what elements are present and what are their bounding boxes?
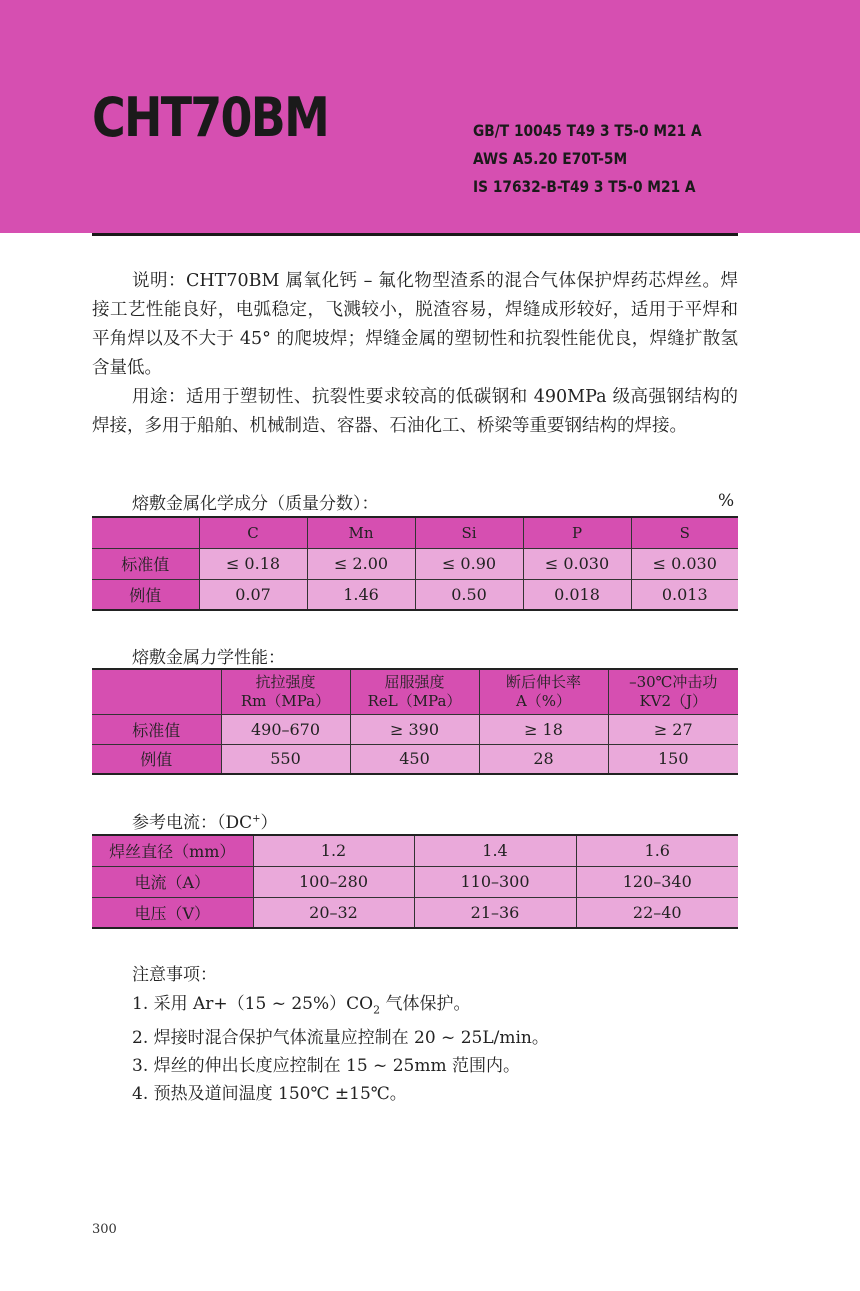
chem-cell: 0.50	[415, 579, 523, 610]
chem-cell: ≤ 0.030	[523, 548, 631, 579]
chem-header-p: P	[523, 517, 631, 548]
mech-cell: ≥ 27	[608, 714, 738, 744]
chem-unit: %	[718, 491, 735, 511]
chem-header-c: C	[199, 517, 307, 548]
current-cell: 110–300	[414, 866, 576, 897]
mech-cell: 550	[221, 744, 350, 774]
standards-list	[473, 117, 702, 201]
page-number: 300	[92, 1222, 117, 1237]
mech-row-label: 标准值	[92, 714, 221, 744]
chem-row-label: 标准值	[92, 548, 199, 579]
current-cell: 1.4	[414, 835, 576, 866]
mech-cell: 150	[608, 744, 738, 774]
list-item: 2. 焊接时混合保护气体流量应控制在 20 ~ 25L/min。	[132, 1028, 549, 1049]
current-cell: 100–280	[253, 866, 414, 897]
chem-row-label: 例值	[92, 579, 199, 610]
chem-cell: ≤ 2.00	[307, 548, 415, 579]
table-row	[92, 897, 738, 928]
usage-label: 用途：	[132, 387, 186, 407]
table-row	[92, 579, 738, 610]
chem-header-mn: Mn	[307, 517, 415, 548]
chem-header-empty	[92, 517, 199, 548]
chem-heading: 熔敷金属化学成分（质量分数）：	[132, 494, 379, 514]
current-cell: 1.6	[576, 835, 738, 866]
list-item: 3. 焊丝的伸出长度应控制在 15 ~ 25mm 范围内。	[132, 1056, 520, 1077]
standard-is: IS 17632-B-T49 3 T5-0 M21 A	[473, 177, 696, 196]
chem-header-row	[92, 517, 738, 548]
chem-cell: ≤ 0.18	[199, 548, 307, 579]
mech-header-impact: –30℃冲击功 KV2（J）	[608, 669, 738, 714]
description-paragraph	[92, 267, 738, 383]
chem-cell: 1.46	[307, 579, 415, 610]
list-item: 4. 预热及道间温度 150℃ ±15℃。	[132, 1084, 407, 1105]
mech-cell: 450	[350, 744, 479, 774]
notes-list	[132, 990, 549, 1108]
mech-table	[92, 668, 738, 775]
mech-header-row	[92, 669, 738, 714]
current-table	[92, 834, 738, 929]
current-heading: 参考电流：（DC+）	[132, 813, 278, 833]
usage-text: 适用于塑韧性、抗裂性要求较高的低碳钢和 490MPa 级高强钢结构的焊接，多用于船舶、机械制造、容器、石油化工、桥梁等重要钢结构的焊接。	[92, 387, 738, 436]
mech-header-tensile: 抗拉强度 Rm（MPa）	[221, 669, 350, 714]
current-cell: 22–40	[576, 897, 738, 928]
mech-row-label: 例值	[92, 744, 221, 774]
usage-paragraph	[92, 383, 738, 441]
notes-heading: 注意事项：	[132, 965, 217, 985]
table-row	[92, 548, 738, 579]
current-cell: 1.2	[253, 835, 414, 866]
chem-table	[92, 516, 738, 611]
current-row-label: 电压（V）	[92, 897, 253, 928]
standard-gb: GB/T 10045 T49 3 T5-0 M21 A	[473, 121, 702, 140]
mech-heading: 熔敷金属力学性能：	[132, 648, 285, 668]
chem-cell: ≤ 0.030	[631, 548, 738, 579]
current-cell: 20–32	[253, 897, 414, 928]
current-cell: 21–36	[414, 897, 576, 928]
list-item: 1. 采用 Ar+（15 ~ $25\%)CO_2$ 气体保护。	[132, 994, 471, 1017]
mech-cell: ≥ 390	[350, 714, 479, 744]
table-row	[92, 835, 738, 866]
chem-cell: ≤ 0.90	[415, 548, 523, 579]
description-text: CHT70BM 属氧化钙 – 氟化物型渣系的混合气体保护焊药芯焊丝。焊接工艺性能良好，电弧稳定，飞溅较小，脱渣容易，焊缝成形较好，适用于平焊和平角焊以及不大于 45° 的爬坡焊；焊缝金属的塑韧性和抗裂性能优良，焊缝扩散氢含量低。	[92, 271, 739, 378]
header-banner	[0, 0, 860, 233]
standard-aws: AWS A5.20 E70T-5M	[473, 149, 628, 168]
mech-cell: 28	[479, 744, 608, 774]
table-row	[92, 744, 738, 774]
chem-cell: 0.018	[523, 579, 631, 610]
current-row-label: 焊丝直径（mm）	[92, 835, 253, 866]
mech-header-empty	[92, 669, 221, 714]
table-row	[92, 866, 738, 897]
chem-cell: 0.013	[631, 579, 738, 610]
chem-header-si: Si	[415, 517, 523, 548]
chem-cell: 0.07	[199, 579, 307, 610]
current-row-label: 电流（A）	[92, 866, 253, 897]
mech-header-elongation: 断后伸长率 A（%）	[479, 669, 608, 714]
chem-header-s: S	[631, 517, 738, 548]
current-cell: 120–340	[576, 866, 738, 897]
mech-cell: 490–670	[221, 714, 350, 744]
mech-cell: ≥ 18	[479, 714, 608, 744]
product-title: CHT70BM	[92, 86, 329, 149]
description-label: 说明：	[132, 271, 187, 291]
table-row	[92, 714, 738, 744]
header-rule	[92, 233, 738, 236]
mech-header-yield: 屈服强度 ReL（MPa）	[350, 669, 479, 714]
